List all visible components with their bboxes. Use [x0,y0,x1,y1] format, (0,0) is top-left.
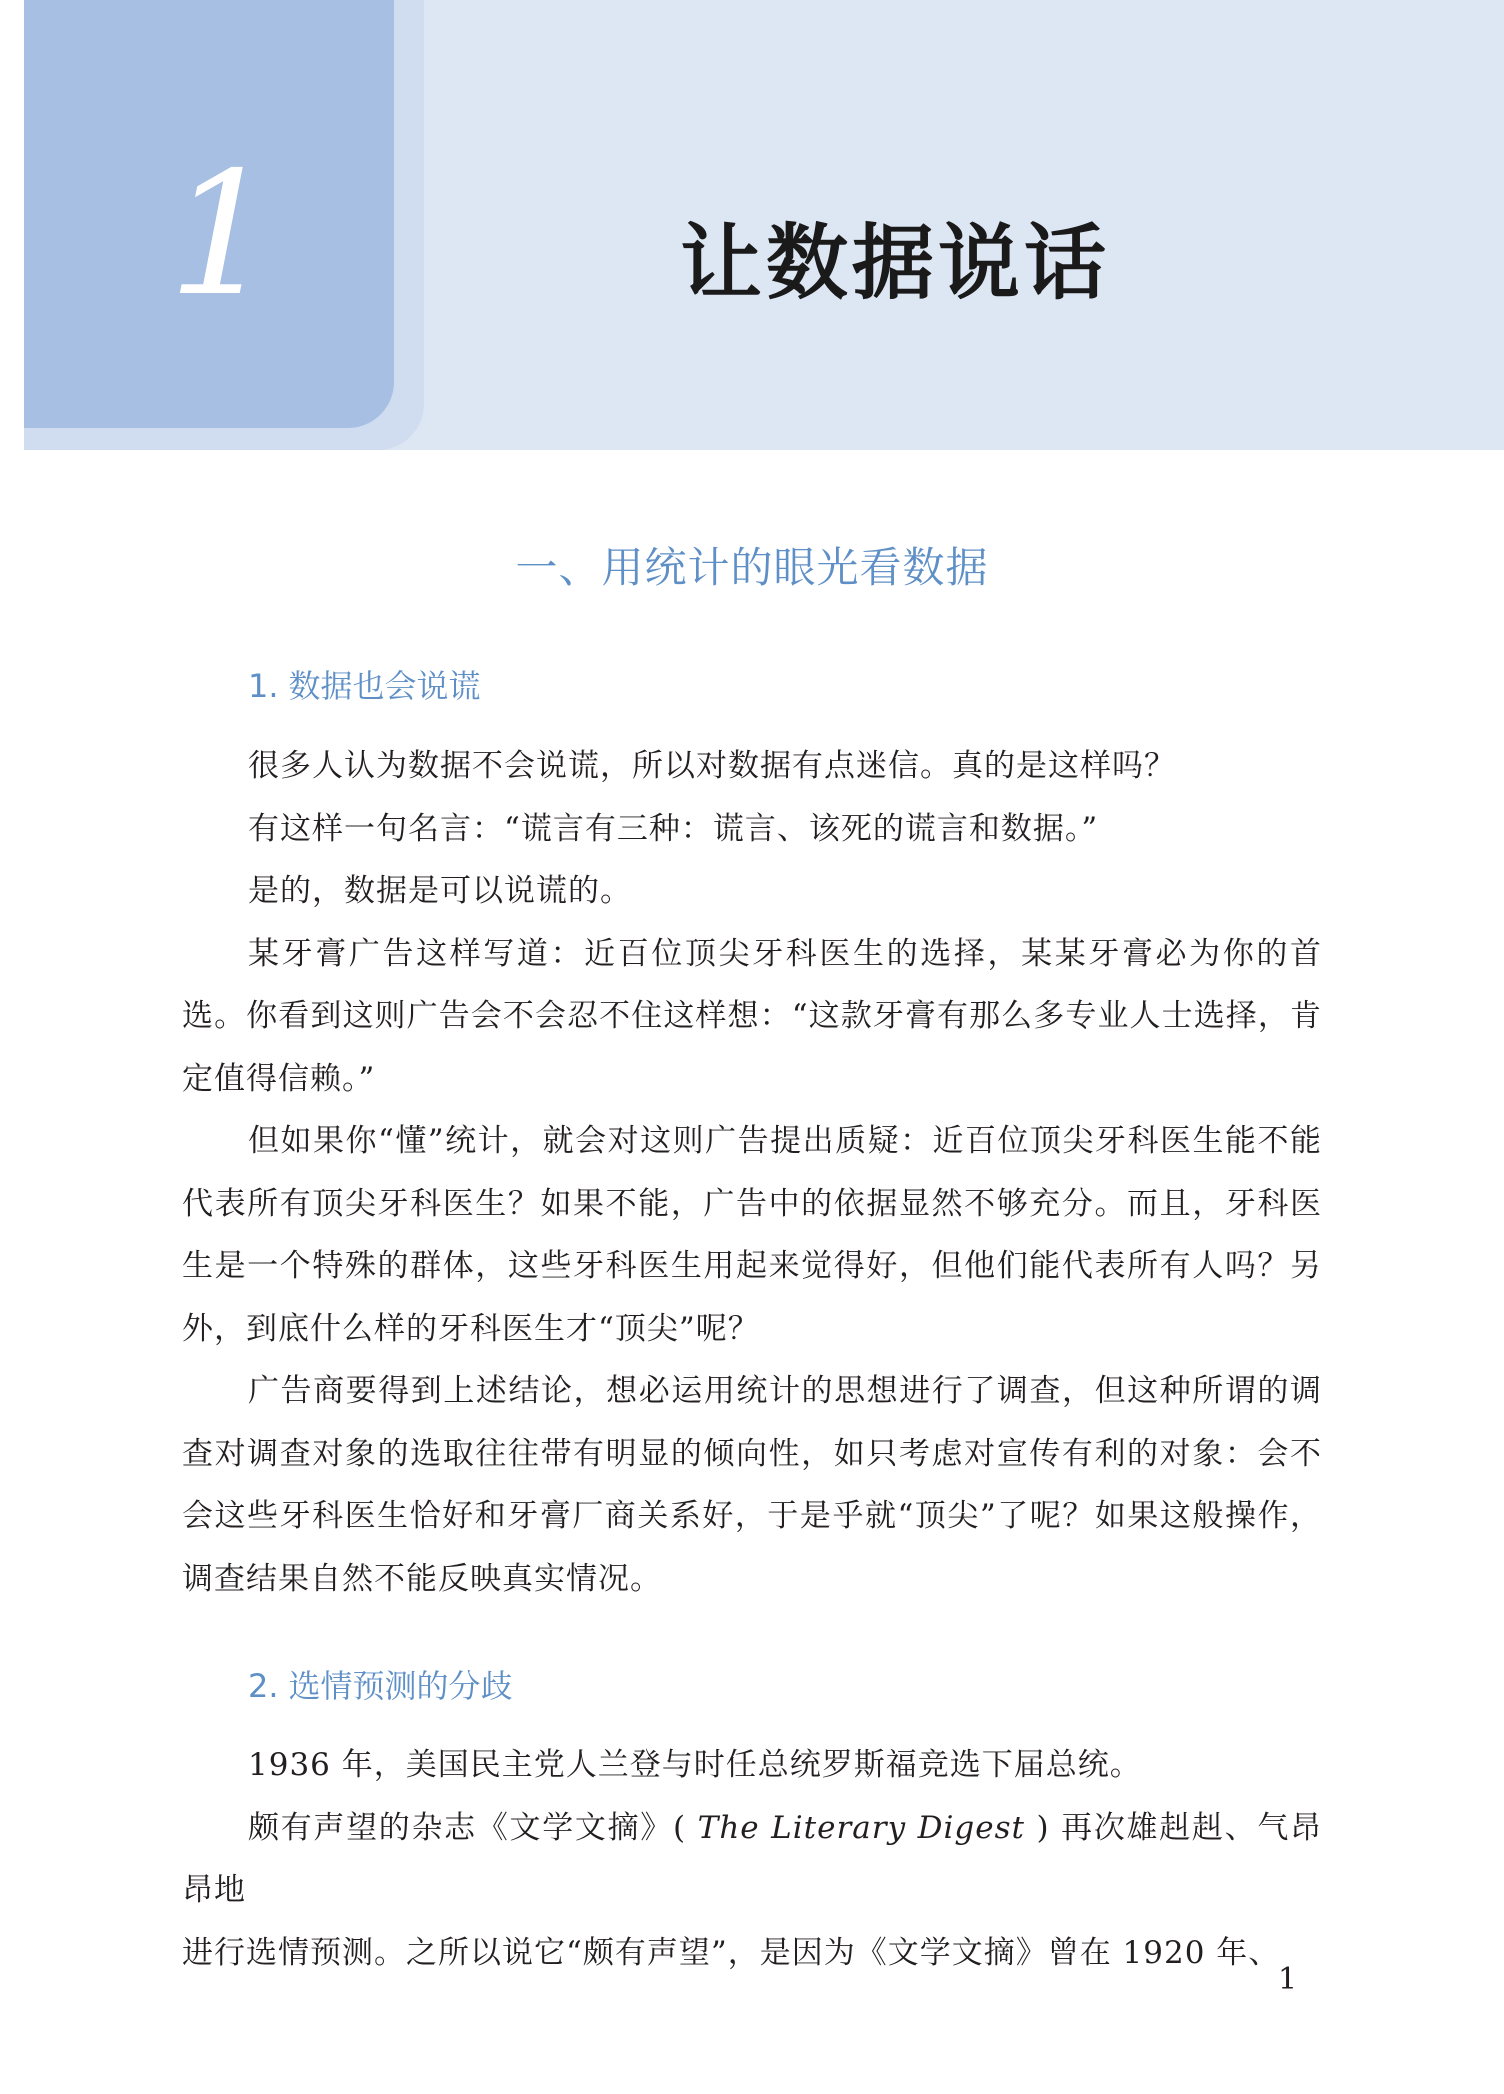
subsection-2-body [182,1734,1322,1984]
paragraph: 是的，数据是可以说谎的。 [248,873,632,909]
subsection-1-number: 1. [248,667,279,705]
page-number: 1 [1278,1962,1298,1997]
subsection-1-heading [248,664,481,708]
paragraph: 广告商要得到上述结论，想必运用统计的思想进行了调查，但这种所谓的调查对调查对象的选取往往带有明显的倾向性，如只考虑对宣传有利的对象：会不会这些牙科医生恰好和牙膏厂商关系好，于是乎就“顶尖”了呢？如果这般操作，调查结果自然不能反映真实情况。 [182,1373,1322,1597]
chapter-title: 让数据说话 [680,215,1111,311]
paragraph: 有这样一句名言：“谎言有三种：谎言、该死的谎言和数据。” [248,810,1099,847]
chapter-number: 1 [168,136,277,334]
paragraph: 但如果你“懂”统计，就会对这则广告提出质疑：近百位顶尖牙科医生能不能代表所有顶尖牙科医生？如果不能，广告中的依据显然不够充分。而且，牙科医生是一个特殊的群体，这些牙科医生用起来觉得好，但他们能代表所有人吗？另外，到底什么样的牙科医生才“顶尖”呢？ [182,1123,1322,1347]
paragraph-text: 颇有声望的杂志《文学文摘》( [248,1809,687,1846]
subsection-1-body [182,735,1322,1610]
paragraph: 某牙膏广告这样写道：近百位顶尖牙科医生的选择，某某牙膏必为你的首选。你看到这则广告会不会忍不住这样想：“这款牙膏有那么多专业人士选择，肯定值得信赖。” [182,935,1322,1097]
paragraph: 1936 年，美国民主党人兰登与时任总统罗斯福竞选下届总统。 [248,1747,1142,1783]
paragraph-continuation: 进行选情预测。之所以说它“颇有声望”，是因为《文学文摘》曾在 1920 年、 [182,1934,1281,1971]
paragraph: 很多人认为数据不会说谎，所以对数据有点迷信。真的是这样吗？ [248,748,1176,784]
journal-title-italic: The Literary Digest [686,1809,1037,1846]
section-heading: 一、用统计的眼光看数据 [515,543,989,592]
subsection-2-heading [248,1664,513,1708]
paragraph-mixed [182,1797,1322,1922]
subsection-2-number: 2. [248,1667,279,1705]
subsection-1-title: 数据也会说谎 [288,667,481,705]
paragraph-text: ) 再次雄赳赳、气昂昂地 [182,1809,1323,1908]
subsection-2-title: 选情预测的分歧 [288,1667,513,1705]
